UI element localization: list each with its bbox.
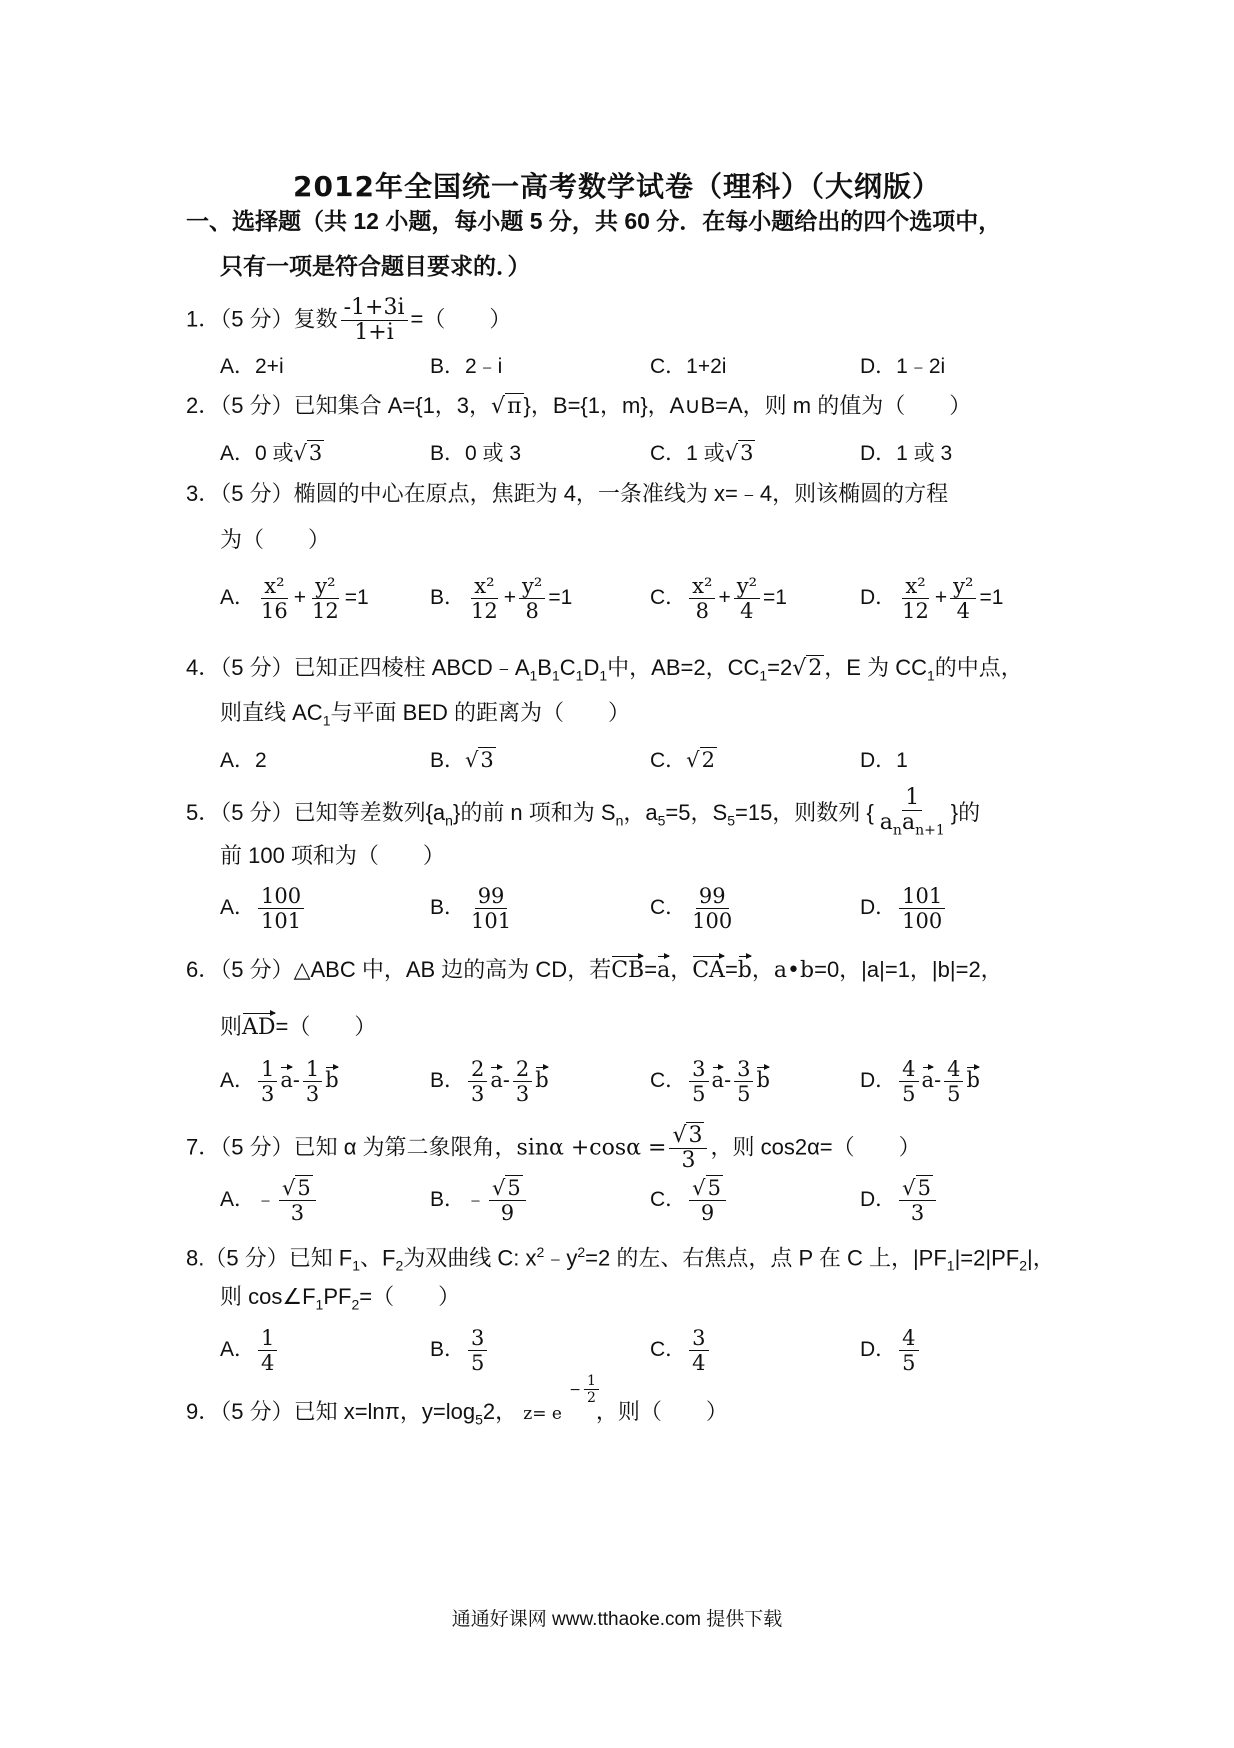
q6-d-d2: 5 [947,1082,961,1106]
q5-a-label: A． [220,896,256,920]
q5-den-a1: a [879,810,893,835]
q2-a-radicand: 3 [308,441,323,465]
q9-tail: ，则（ ） [595,1399,728,1424]
q7-sqrt: √3 [672,1123,703,1148]
q2-c-text: C．1 或 [650,442,725,465]
q5-den-sub2: n+1 [915,822,945,839]
q8-d-frac [899,1326,918,1375]
q8-sub-pf1: 1 [946,1257,955,1274]
q5-seq-num: 1 [902,786,922,811]
q8-d: ﹣y [544,1245,578,1271]
q2-a-sqrt: √3 [293,441,323,465]
q6-c-minus: - [724,1069,732,1093]
q3-c-num2: y² [734,574,760,599]
q5-a-num: 100 [258,884,304,909]
question-6-line2 [220,1010,376,1042]
q5-b: }的前 n 项和为 S [452,800,616,825]
q8-a-frac [258,1326,277,1375]
q4-b-radicand: 3 [480,748,494,772]
q3-b-num2: y² [519,574,545,599]
q7-a-sqrt: √5 [282,1176,311,1200]
q6-vec-ca: CA [692,953,725,985]
q4-radicand: 2 [808,656,823,681]
q5-d: =5，S [665,800,728,825]
q9-exp-num: 1 [584,1373,599,1390]
q6-a-n1: 1 [258,1057,277,1082]
q8-c-num: 3 [689,1326,708,1351]
q7-b-num [489,1176,526,1201]
q3-c-num1: x² [689,574,715,599]
q8-sub-f1: 1 [352,1257,361,1274]
q6-b-d1: 3 [471,1082,485,1106]
q4-sub-cc1b: 1 [926,667,935,684]
q5-c-label: C． [650,896,687,920]
q8-b-num: 3 [468,1326,487,1351]
q8-b-den: 5 [471,1351,485,1375]
q6-b-vb: b [535,1064,548,1092]
q8-f: |=2|PF [954,1245,1020,1271]
q7-b-den: 9 [500,1201,515,1225]
q4-sub-d1: 1 [599,667,608,684]
q7-expr: sinα +cosα = [516,1135,667,1161]
q5-sub-a5: 5 [657,812,666,829]
q6-eq2: = [724,957,738,982]
q3-b-frac2 [519,574,545,623]
q8-c-den: 4 [692,1351,706,1375]
q6-d-frac2 [944,1057,963,1106]
q7-b-sqrt: √5 [492,1176,521,1200]
footer-source: 通通好课网 www.tthaoke.com 提供下载 [451,1609,783,1630]
q7-d-radicand: 5 [917,1176,931,1200]
q5-stem: 5．（5 分）已知等差数列{a [186,800,446,825]
q5-b-label: B． [430,896,466,920]
q5-den-a2: a [901,810,916,835]
q9-mid: 2， [482,1399,518,1424]
q4-stem: 4．（5 分）已知正四棱柱 ABCD﹣A [186,655,530,680]
q6-vec-b: b [738,953,752,985]
q4-c-sqrt: √2 [686,748,715,772]
q3-d-den2: 4 [956,599,970,623]
q2-tail: }，B={1，m}，A∪B=A，则 m 的值为（ ） [523,393,972,418]
q7-c-radicand: 5 [707,1176,721,1200]
q3-a-frac2 [309,574,342,623]
question-5-line1 [186,786,980,842]
q7-stem: 7．（5 分）已知 α 为第二象限角， [186,1134,517,1160]
q7-d-label: D． [860,1188,897,1212]
q5-d-frac [899,884,945,933]
q8-stem: 8.（5 分）已知 F [186,1245,353,1271]
q8-b-label: B． [430,1338,466,1362]
q6-b-va: a [490,1064,503,1092]
q3-b-den1: 12 [471,599,498,623]
q6-option-b [430,1057,549,1106]
q8-a-label: A． [220,1338,256,1362]
q6-b-n2: 2 [513,1057,532,1082]
q7-option-a [220,1176,319,1225]
q6-c-n1: 3 [689,1057,708,1082]
q3-option-a [220,574,369,623]
q2-a-text: A．0 或 [220,442,294,465]
q1-option-a: A．2+i [220,355,284,378]
q3-b-num1: x² [471,574,497,599]
q7-d-num [899,1176,936,1201]
q9-exp-neg: − [569,1381,581,1398]
q9-sub-log: 5 [475,1411,483,1428]
q6-d-vb: b [966,1064,979,1092]
q7-fraction [669,1124,707,1173]
q8-sup-x: 2 [536,1244,545,1260]
q5-sub-sn: n [615,812,624,829]
q3-a-den2: 12 [312,599,339,623]
q1-fraction [341,296,408,345]
q3-b-label: B． [430,586,466,610]
q9-z-expression [523,1373,596,1428]
q8-a-num: 1 [258,1326,277,1351]
q4-b-label: B． [430,749,466,772]
section-header-line2: 只有一项是符合题目要求的．） [220,253,531,279]
q4-b: B [537,655,552,680]
q9-exp-frac [584,1373,599,1406]
q5-seq-fraction [877,786,948,842]
question-6-line1 [186,953,1003,985]
q8-option-d [860,1326,922,1375]
q7-c-den: 9 [700,1201,715,1225]
q5-d-num: 101 [899,884,945,909]
q3-c-den1: 8 [695,599,709,623]
q6-sep2: ， [751,957,774,982]
q8-line2-pre: 则 cos∠F [220,1284,316,1309]
question-9 [186,1373,728,1433]
q8-option-b [430,1326,490,1375]
q6-c-n2: 3 [734,1057,753,1082]
q6-d-label: D． [860,1069,897,1093]
q3-b-plus: + [503,586,517,610]
q4-sub-ac1: 1 [322,712,331,729]
q3-a-num2: y² [312,574,338,599]
q4-b-sqrt: √3 [465,748,494,772]
q5-sub-an: n [445,812,453,829]
q6-stem: 6．（5 分）△ABC 中，AB 边的高为 CD，若 [186,957,612,982]
q9-stem: 9．（5 分）已知 x=lnπ，y=log [186,1399,476,1424]
q7-c-frac [689,1176,726,1225]
q6-a-vb: b [325,1064,338,1092]
q5-brace-close: } [950,800,959,825]
q8-c: 为双曲线 C: x [403,1245,537,1271]
q3-d-label: D． [860,586,897,610]
q8-sup-y: 2 [577,1244,586,1260]
q8-d-label: D． [860,1338,897,1362]
q6-a-n2: 1 [303,1057,322,1082]
q3-c-label: C． [650,586,687,610]
q6-a-d1: 3 [261,1082,275,1106]
q5-e: =15，则数列 [734,800,861,825]
q7-num [669,1124,707,1149]
q4-eq: =2 [767,655,793,680]
q6-vec-a: a [657,953,670,985]
q6-c-d2: 5 [737,1082,751,1106]
q2-option-c [650,437,755,467]
q1-denominator: 1+i [354,320,394,345]
question-1 [186,296,511,345]
q3-a-den1: 16 [261,599,288,623]
q1-numerator: -1+3i [341,296,408,321]
q6-tail: =0，|a|=1，|b|=2， [814,957,1003,982]
q1-option-b: B．2﹣i [430,355,503,378]
q6-option-d [860,1057,980,1106]
q7-b-frac [489,1176,526,1225]
q8-sub-pf2: 2 [1019,1257,1027,1274]
q6-b-frac2 [513,1057,532,1106]
q2-sqrt: √π [491,394,522,419]
q2-option-b: B．0 或 3 [430,442,522,465]
q7-option-c [650,1176,729,1225]
q2-c-sqrt: √3 [724,441,754,465]
q3-a-label: A． [220,586,256,610]
q6-c-label: C． [650,1069,687,1093]
q3-d-den1: 12 [902,599,929,623]
q8-line2-mid: PF [323,1284,352,1309]
q7-den: 3 [681,1148,696,1173]
q4-option-d: D．1 [860,749,908,772]
q6-d-frac1 [899,1057,918,1106]
q3-d-plus: + [934,586,948,610]
q5-b-frac [468,884,514,933]
q6-b-n1: 2 [468,1057,487,1082]
q6-c-vb: b [756,1064,769,1092]
q3-c-den2: 4 [740,599,754,623]
q7-c-sqrt: √5 [692,1176,721,1200]
q4-d: D [583,655,600,680]
q3-b-den2: 8 [525,599,539,623]
question-5-line2: 前 100 项和为（ ） [220,843,445,868]
question-4-line1 [186,654,1023,689]
q1-option-c: C．1+2i [650,355,727,378]
q6-b-frac1 [468,1057,487,1106]
q3-b-eq: =1 [548,586,573,610]
q3-d-num1: x² [902,574,928,599]
q5-den-sub1: n [892,822,902,839]
q5-option-c [650,884,738,933]
q7-d-frac [899,1176,936,1225]
q6-a-minus: - [292,1069,300,1093]
q6-eq1: = [644,957,658,982]
q5-sub-s5: 5 [727,812,735,829]
q8-sub-f2: 2 [395,1257,404,1274]
q6-a-va: a [280,1064,293,1092]
q3-d-frac1 [899,574,932,623]
q6-c-d1: 5 [692,1082,706,1106]
q7-a-frac [279,1176,316,1225]
q2-option-d: D．1 或 3 [860,442,953,465]
q2-radicand: π [507,394,522,419]
q7-tail: ，则 cos2α=（ ） [710,1134,921,1160]
q7-d-den: 3 [910,1201,925,1225]
q7-option-d [860,1176,939,1225]
q5-c-den: 100 [692,909,733,933]
q6-d-va: a [922,1064,935,1092]
q8-b: 、F [360,1245,396,1271]
q3-option-b [430,574,572,623]
q5-b-num: 99 [475,884,508,909]
q8-c-frac [689,1326,708,1375]
q4-sqrt: √2 [792,656,823,681]
q4-sub-a1: 1 [529,667,538,684]
q6-vec-cb: CB [611,953,644,985]
q3-d-eq: =1 [979,586,1004,610]
q7-option-b [430,1176,529,1225]
q6-b-minus: - [502,1069,510,1093]
q5-d-den: 100 [902,909,943,933]
q2-option-a [220,437,324,467]
q3-c-frac2 [734,574,760,623]
q5-d-label: D． [860,896,897,920]
question-8-line1 [186,1238,1055,1280]
q3-a-frac1 [258,574,291,623]
q4-c-label: C． [650,749,687,772]
q8-d-num: 4 [899,1326,918,1351]
q8-option-c [650,1326,712,1375]
q7-a-radicand: 5 [297,1176,311,1200]
q5-option-a [220,884,307,933]
q5-a-frac [258,884,304,933]
q6-b-label: B． [430,1069,466,1093]
q1-stem: 1．（5 分）复数 [186,306,338,332]
q6-d-d1: 5 [902,1082,916,1106]
question-2 [186,392,971,421]
q5-b-den: 101 [471,909,512,933]
q4-c-radicand: 2 [701,748,715,772]
q5-c-num: 99 [696,884,729,909]
q6-option-c [650,1057,770,1106]
q4-line2-pre: 则直线 AC [220,700,323,725]
q6-d-n1: 4 [899,1057,918,1082]
section-header-line1: 一、选择题（共 12 小题，每小题 5 分，共 60 分．在每小题给出的四个选项中， [186,208,1002,234]
q4-option-a: A．2 [220,749,267,772]
question-7 [186,1124,921,1173]
q9-exponent [569,1373,602,1406]
q4-post: ，E 为 CC [824,655,927,680]
q6-sep1: ， [670,957,693,982]
q4-sub-b1: 1 [551,667,560,684]
q3-b-frac1 [468,574,501,623]
q3-a-plus: + [293,586,307,610]
q7-a-den: 3 [290,1201,305,1225]
q3-option-c [650,574,787,623]
q6-d-n2: 4 [944,1057,963,1082]
q5-a-den: 101 [261,909,302,933]
q7-d-sqrt: √5 [902,1176,931,1200]
q3-option-d [860,574,1003,623]
q5-c: ，a [623,800,658,825]
q8-c-label: C． [650,1338,687,1362]
q6-a-label: A． [220,1069,256,1093]
q5-option-b [430,884,517,933]
q4-option-c [650,744,717,774]
q7-a-label: A． [220,1188,256,1212]
q6-a-frac1 [258,1057,277,1106]
q6-b-d2: 3 [515,1082,530,1106]
question-4-line2 [220,699,630,734]
q8-a-den: 4 [261,1351,275,1375]
q6-a-d2: 3 [305,1082,320,1106]
q4-sub-c1: 1 [575,667,584,684]
q7-a-num [279,1176,316,1201]
q8-line2-post: =（ ） [359,1284,461,1309]
question-8-line2 [220,1283,460,1318]
q3-d-frac2 [950,574,976,623]
q4-c: C [559,655,576,680]
q6-d-minus: - [934,1069,942,1093]
q1-option-d: D．1﹣2i [860,355,946,378]
q9-z-text: z= e [523,1404,562,1424]
q6-c-va: a [712,1064,725,1092]
q8-e: =2 的左、右焦点，点 P 在 C 上，|PF [585,1245,947,1271]
q4-end: 的中点， [934,655,1023,680]
q7-b-label: B． [430,1188,466,1212]
q7-a-neg: ﹣ [255,1188,277,1212]
question-3-line1: 3．（5 分）椭圆的中心在原点，焦距为 4，一条准线为 x=﹣4，则该椭圆的方程 [186,481,949,506]
q8-b-frac [468,1326,487,1375]
q3-a-num1: x² [261,574,287,599]
q3-c-plus: + [718,586,731,610]
q6-dot-product: a•b [773,958,815,983]
q6-line2-pre: 则 [220,1014,243,1039]
q9-exp-den: 2 [586,1390,596,1406]
q8-d-den: 5 [902,1351,916,1375]
q8-g: |， [1027,1245,1055,1271]
q3-a-eq: =1 [344,586,369,610]
q7-radicand: 3 [688,1123,703,1148]
q5-brace-open: { [866,800,874,825]
q8-line2-sub1: 1 [315,1296,324,1313]
page-title: 2012年全国统一高考数学试卷（理科）（大纲版） [293,170,941,203]
q6-c-frac1 [689,1057,708,1106]
question-3-line2: 为（ ） [220,527,331,552]
q6-c-frac2 [734,1057,753,1106]
q6-vec-ad: AD [242,1010,276,1042]
q2-c-radicand: 3 [740,441,754,465]
q6-a-frac2 [303,1057,322,1106]
q6-option-a [220,1057,339,1106]
q6-line2-post: =（ ） [275,1014,377,1039]
q3-c-frac1 [689,574,715,623]
q4-sub-cc1: 1 [759,667,768,684]
q4-option-b [430,744,496,774]
q7-b-neg: ﹣ [465,1188,487,1212]
q7-c-num [689,1176,726,1201]
q5-tail: 的 [958,800,981,825]
q8-option-a [220,1326,280,1375]
q4-line2-post: 与平面 BED 的距离为（ ） [330,700,630,725]
q3-c-eq: =1 [763,586,787,610]
q2-stem: 2．（5 分）已知集合 A={1，3， [186,393,492,418]
q7-c-label: C． [650,1188,687,1212]
q7-b-radicand: 5 [507,1176,521,1200]
q5-seq-den [877,811,948,842]
q5-option-d [860,884,948,933]
q3-d-num2: y² [950,574,976,599]
q5-c-frac [689,884,735,933]
q4-mid: 中，AB=2，CC [607,655,760,680]
q1-tail: =（ ） [410,306,512,332]
q8-line2-sub2: 2 [351,1296,360,1313]
